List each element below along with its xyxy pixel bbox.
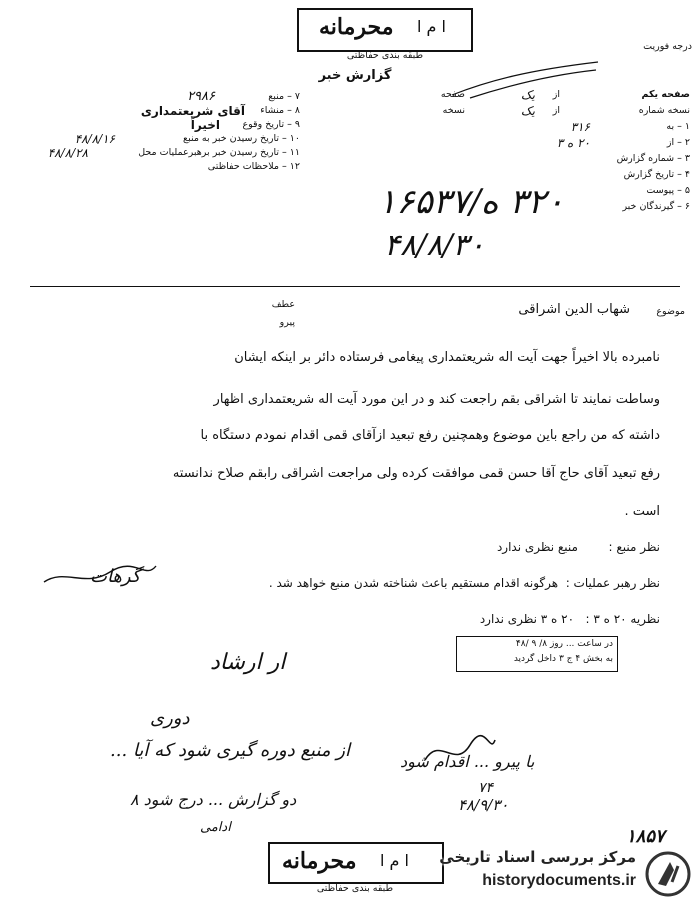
field-row	[10, 132, 300, 146]
office-opinion: نظریه ۲۰ ه ۳ : ۲۰ ه ۳ نظری ندارد	[479, 612, 660, 626]
classification-caption-bottom: طبقه بندی حفاظتی	[316, 883, 394, 894]
field-value: آقای شریعتمداری	[140, 104, 245, 118]
field-value: ۴۸/۸/۱۶	[74, 132, 115, 146]
watermark-title: مرکز بررسی اسناد تاریخی	[439, 848, 636, 866]
body-line: رفع تبعید آقای حاج آقا حسن قمی موافقت کرده ولی مراجعت اشراقی رابقم صلاح ندانسته	[172, 466, 660, 481]
field-value: ۲۰ ه ۳	[556, 136, 590, 150]
field-row	[10, 146, 300, 160]
field-label: ۳ – شماره گزارش	[616, 153, 690, 164]
field-value: ۴۸/۸/۲۸	[47, 146, 88, 160]
handwritten-note-left-1: ار ارشاد	[210, 650, 286, 675]
classification-stamp-top	[297, 8, 473, 52]
subject-value: شهاب الدین اشراقی	[518, 302, 630, 317]
operations-scribble-icon	[40, 560, 160, 590]
field-label: نسخه شماره	[638, 105, 690, 116]
field-label: ۲ – از	[666, 137, 690, 148]
classification-stamp-prefix: ا م ا	[417, 17, 446, 36]
left-fields	[10, 90, 300, 174]
field-label: ۵ – پیوست	[646, 185, 690, 196]
field-label: ۱۰ – تاریخ رسیدن خبر به منبع	[183, 133, 300, 144]
body-line: است .	[624, 504, 660, 519]
handwritten-note-right-date: ۴۸/۹/۳۰	[458, 796, 509, 814]
field-row	[10, 90, 300, 104]
operations-note: گرهات	[90, 566, 141, 587]
registry-stamp-line2: به بخش ۴ ج ۳ داخل گردید	[513, 654, 613, 664]
field-label: صفحه یکم	[641, 89, 690, 100]
urgency-label: درجه فوریت	[643, 41, 692, 52]
handwritten-report-number: ۳۲۰ ه/۱۶۵۳۷	[378, 182, 565, 222]
field-value: ۳۱۶	[570, 120, 590, 134]
field-row	[10, 104, 300, 118]
field-label: ۷ – منبع	[268, 91, 300, 102]
subject-label: موضوع	[656, 306, 685, 317]
classification-stamp-prefix: ا م ا	[380, 851, 409, 870]
field-extra-value: یک	[520, 88, 535, 102]
signature-scribble-icon	[420, 730, 500, 770]
field-end-label: صفحه	[440, 89, 465, 100]
page-code: ۱۸۵۷	[626, 826, 665, 847]
body-line: وساطت نمایند تا اشراقی بقم راجعت کند و در این مورد آیت اله شریعتمداری اظهار	[213, 392, 660, 407]
watermark-url: historydocuments.ir	[482, 872, 636, 889]
field-label: ۱ – به	[666, 121, 690, 132]
field-extra-value: یک	[520, 104, 535, 118]
field-label: ۱۱ – تاریخ رسیدن خبر برهبرعملیات محل	[138, 147, 300, 158]
field-row	[408, 152, 690, 168]
classification-stamp-text: محرمانه	[319, 14, 394, 40]
handwritten-note-left-5: ادامی	[200, 820, 231, 835]
field-extra-label: از	[552, 89, 560, 100]
operations-opinion: نظر رهبر عملیات : هرگونه اقدام مستقیم باعث شناخته شدن منبع خواهد شد .	[268, 576, 660, 590]
field-end-label: نسخه	[442, 105, 465, 116]
body-line: نامبرده بالا اخیراً جهت آیت اله شریعتمداری پیغامی فرستاده دائر بر اینکه ایشان	[234, 350, 660, 365]
section-divider	[30, 286, 680, 287]
field-label: ۸ – منشاء	[260, 105, 300, 116]
field-label: ۴ – تاریخ گزارش	[623, 169, 690, 180]
field-row	[408, 104, 690, 120]
body-line: داشته که من راجع باین موضوع وهمچنین رفع تبعید ازآقای قمی اقدام نمودم دستگاه با	[200, 428, 660, 443]
handwritten-note-left-3: دوری	[150, 708, 190, 729]
field-row	[408, 136, 690, 152]
classification-caption-top: طبقه بندی حفاظتی	[346, 50, 424, 61]
handwritten-report-date: ۴۸/۸/۳۰	[384, 228, 485, 263]
reference-atf-label: عطف	[271, 299, 295, 310]
field-label: ۱۲ – ملاحظات حفاظتی	[207, 161, 300, 172]
field-row	[10, 160, 300, 174]
handwritten-note-right: با پیرو ... اقدام شود	[400, 752, 535, 771]
field-value: اخیراً	[190, 118, 220, 132]
handwritten-note-right-num: ۷۴	[478, 780, 494, 796]
field-row	[408, 120, 690, 136]
header-scribble-icon	[450, 60, 600, 100]
field-value: ۲۹۸۶	[187, 89, 215, 104]
handwritten-note-left-4: دو گزارش ... درج شود ۸	[130, 790, 297, 809]
reference-peyro-label: پیرو	[279, 317, 295, 328]
registry-stamp-line1: در ساعت ... روز ۸/ ۹ /۴۸	[515, 639, 613, 649]
field-row	[10, 118, 300, 132]
field-label: ۶ – گیرندگان خبر	[622, 201, 690, 212]
watermark	[418, 846, 696, 902]
field-label: ۹ – تاریخ وقوع	[242, 119, 300, 130]
field-extra-label: از	[552, 105, 560, 116]
registry-stamp	[456, 636, 618, 672]
watermark-logo-icon	[644, 850, 692, 898]
handwritten-note-left-2: از منبع دوره گیری شود که آیا ...	[110, 740, 350, 761]
source-opinion: نظر منبع : منبع نظری ندارد	[496, 540, 660, 554]
report-title: گزارش خبر	[318, 68, 392, 83]
classification-stamp-text: محرمانه	[282, 848, 357, 874]
